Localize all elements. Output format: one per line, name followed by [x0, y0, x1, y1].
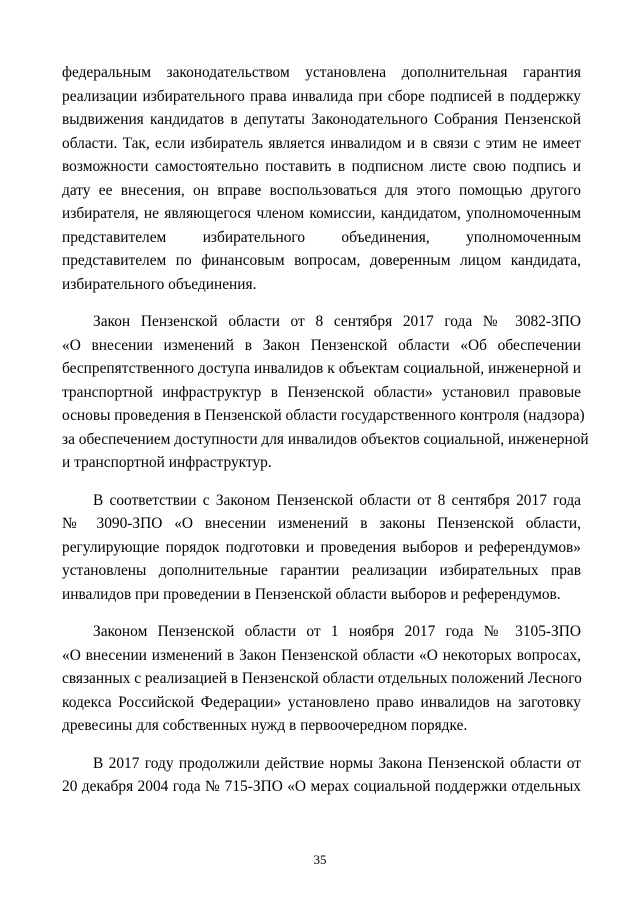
- text-line: возможности самостоятельно поставить в подписном листе свою подпись и: [62, 158, 581, 175]
- text-line: связанных с реализацией в Пензенской области отдельных положений Лесного: [62, 670, 582, 687]
- text-line: беспрепятственного доступа инвалидов к объектам социальной, инженерной и: [62, 360, 581, 377]
- text-line: кодекса Российской Федерации» установлено право инвалидов на заготовку: [62, 693, 581, 711]
- text-line: представителем по финансовым вопросам, доверенным лицом кандидата,: [62, 252, 581, 269]
- text-line: за обеспечением доступности для инвалидов объектов социальной, инженерной: [62, 430, 589, 448]
- text-line: области. Так, если избиратель является инвалидом и в связи с этим не имеет: [62, 134, 581, 152]
- text-line: и транспортной инфраструктур.: [62, 454, 272, 471]
- text-line: древесины для собственных нужд в первоочередном порядке.: [62, 717, 468, 734]
- text-line: федеральным законодательством установлена дополнительная гарантия: [62, 64, 581, 81]
- text-line: дату ее внесения, он вправе воспользоваться для этого помощью другого: [62, 181, 581, 199]
- text-line: представителем избирательного объединения, уполномоченным: [62, 228, 581, 246]
- text-line: Законом Пензенской области от 1 ноября 2017 года № 3105-ЗПО: [93, 623, 581, 640]
- text-line: «О внесении изменений в Закон Пензенской области «Об обеспечении: [62, 336, 581, 354]
- page-number: 35: [313, 852, 327, 867]
- text-line: Закон Пензенской области от 8 сентября 2017 года № 3082-ЗПО: [93, 313, 581, 330]
- text-line: реализации избирательного права инвалида при сборе подписей в поддержку: [62, 87, 581, 105]
- text-line: установлены дополнительные гарантии реализации избирательных прав: [62, 562, 581, 579]
- text-line: избирателя, не являющегося членом комиссии, кандидатом, уполномоченным: [62, 205, 581, 222]
- text-line: № 3090-ЗПО «О внесении изменений в законы Пензенской области,: [62, 515, 581, 532]
- text-line: транспортной инфраструктур в Пензенской области» установил правовые: [62, 383, 581, 401]
- text-line: регулирующие порядок подготовки и проведения выборов и референдумов»: [62, 538, 581, 556]
- text-line: инвалидов при проведении в Пензенской области выборов и референдумов.: [62, 585, 561, 603]
- text-line: выдвижения кандидатов в депутаты Законодательного Собрания Пензенской: [62, 111, 581, 128]
- text-line: «О внесении изменений в Закон Пензенской области «О некоторых вопросах,: [62, 646, 581, 664]
- text-line: В 2017 году продолжили действие нормы Закона Пензенской области от: [93, 754, 581, 772]
- text-line: основы проведения в Пензенской области государственного контроля (надзора): [62, 407, 585, 424]
- text-line: 20 декабря 2004 года № 715-ЗПО «О мерах социальной поддержки отдельных: [62, 778, 581, 795]
- text-line: избирательного объединения.: [62, 275, 257, 293]
- text-line: В соответствии с Законом Пензенской области от 8 сентября 2017 года: [93, 491, 581, 509]
